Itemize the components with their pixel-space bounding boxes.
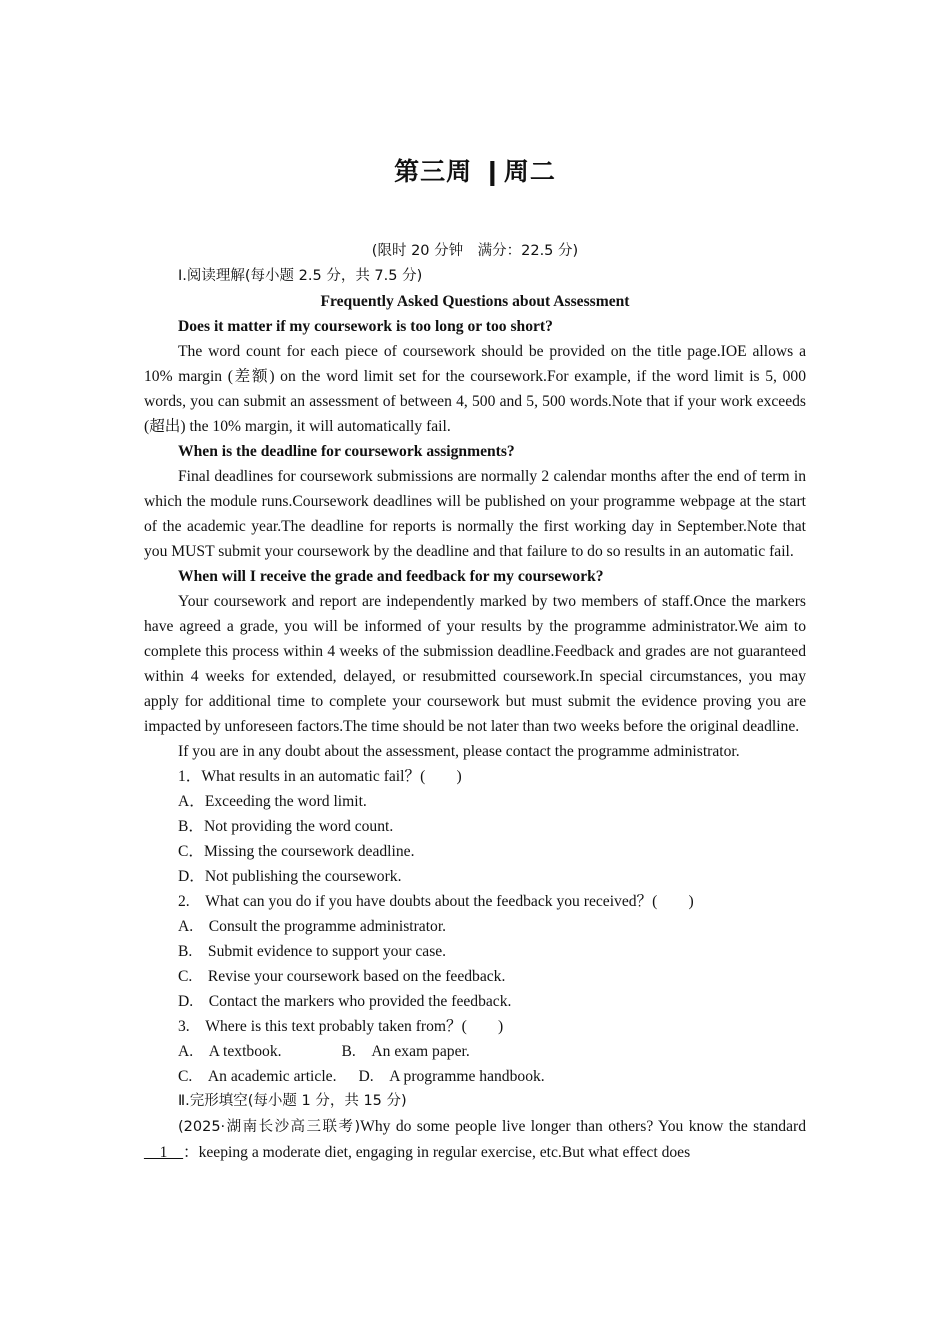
section-2-heading: Ⅱ.完形填空(每小题 1 分，共 15 分)	[178, 1093, 407, 1109]
question-2-option-c: C. Revise your coursework based on the feedback.	[178, 968, 506, 985]
cloze-source: (2025·湖南长沙高三联考)	[178, 1119, 361, 1135]
question-3-stem: 3. Where is this text probably taken from？( )	[178, 1018, 504, 1035]
faq-answer-1: The word count for each piece of coursework should be provided on the title page.IOE allows a 10% margin (差额) on the word limit set for the coursework.For example, if the word limit is 5, 000 words, you can submit an assessment of between 4, 500 and 5, 500 words.Note that if your work exceeds (超出) the 10% margin, it will automatically fail.	[144, 343, 806, 435]
question-2-option-d: D. Contact the markers who provided the feedback.	[178, 993, 512, 1010]
question-3-options-row-1	[144, 1039, 806, 1064]
faq-question-3: When will I receive the grade and feedback for my coursework?	[178, 568, 604, 585]
question-1-option-c: C．Missing the coursework deadline.	[178, 843, 415, 860]
faq-question-2: When is the deadline for coursework assignments?	[178, 443, 515, 460]
cloze-blank-1: __1__	[144, 1144, 183, 1161]
page-title: 第三周 ❙周二	[394, 157, 556, 186]
cloze-paragraph	[144, 1114, 806, 1165]
question-1-option-b: B．Not providing the word count.	[178, 818, 394, 835]
document-body	[144, 239, 806, 1165]
section-1-heading: Ⅰ.阅读理解(每小题 2.5 分，共 7.5 分)	[178, 268, 423, 284]
faq-question-1: Does it matter if my coursework is too long or too short?	[178, 318, 553, 335]
question-3-option-a: A. A textbook.	[178, 1043, 282, 1060]
question-1-option-a: A．Exceeding the word limit.	[178, 793, 367, 810]
cloze-text-a: Why do some people live longer than others? You know the standard	[360, 1118, 806, 1135]
question-3-option-b: B. An exam paper.	[341, 1043, 470, 1060]
question-3-options-row-2	[144, 1064, 806, 1089]
question-2-stem: 2. What can you do if you have doubts about the feedback you received？( )	[178, 893, 694, 910]
faq-answer-2: Final deadlines for coursework submissions are normally 2 calendar months after the end of term in which the module runs.Coursework deadlines will be published on your programme webpage at the start of the academic year.The deadline for reports is normally the first working day in September.Note that you MUST submit your coursework by the deadline and that failure to do so results in an automatic fail.	[144, 468, 806, 560]
question-2-option-a: A. Consult the programme administrator.	[178, 918, 447, 935]
question-1-option-d: D．Not publishing the coursework.	[178, 868, 402, 885]
closing-paragraph: If you are in any doubt about the assessment, please contact the programme administrator.	[178, 743, 740, 760]
question-3-option-c: C. An academic article.	[178, 1068, 337, 1085]
passage-title: Frequently Asked Questions about Assessment	[320, 293, 630, 310]
cloze-text-b: ：keeping a moderate diet, engaging in regular exercise, etc.But what effect does	[182, 1144, 691, 1161]
faq-answer-3: Your coursework and report are independently marked by two members of staff.Once the markers have agreed a grade, you will be informed of your results by the programme administrator.We aim to complete this process within 4 weeks of the submission deadline.Feedback and grades are not guaranteed within 4 weeks for extended, delayed, or resubmitted coursework.In special circumstances, you may apply for additional time to complete your coursework but must submit the evidence proving you are impacted by unforeseen factors.The time should be not later than two weeks before the original deadline.	[144, 593, 806, 735]
time-limit-note: (限时 20 分钟 满分：22.5 分)	[371, 243, 579, 259]
question-2-option-b: B. Submit evidence to support your case.	[178, 943, 447, 960]
question-1-stem: 1．What results in an automatic fail？( )	[178, 768, 462, 785]
question-3-option-d: D. A programme handbook.	[358, 1068, 545, 1085]
